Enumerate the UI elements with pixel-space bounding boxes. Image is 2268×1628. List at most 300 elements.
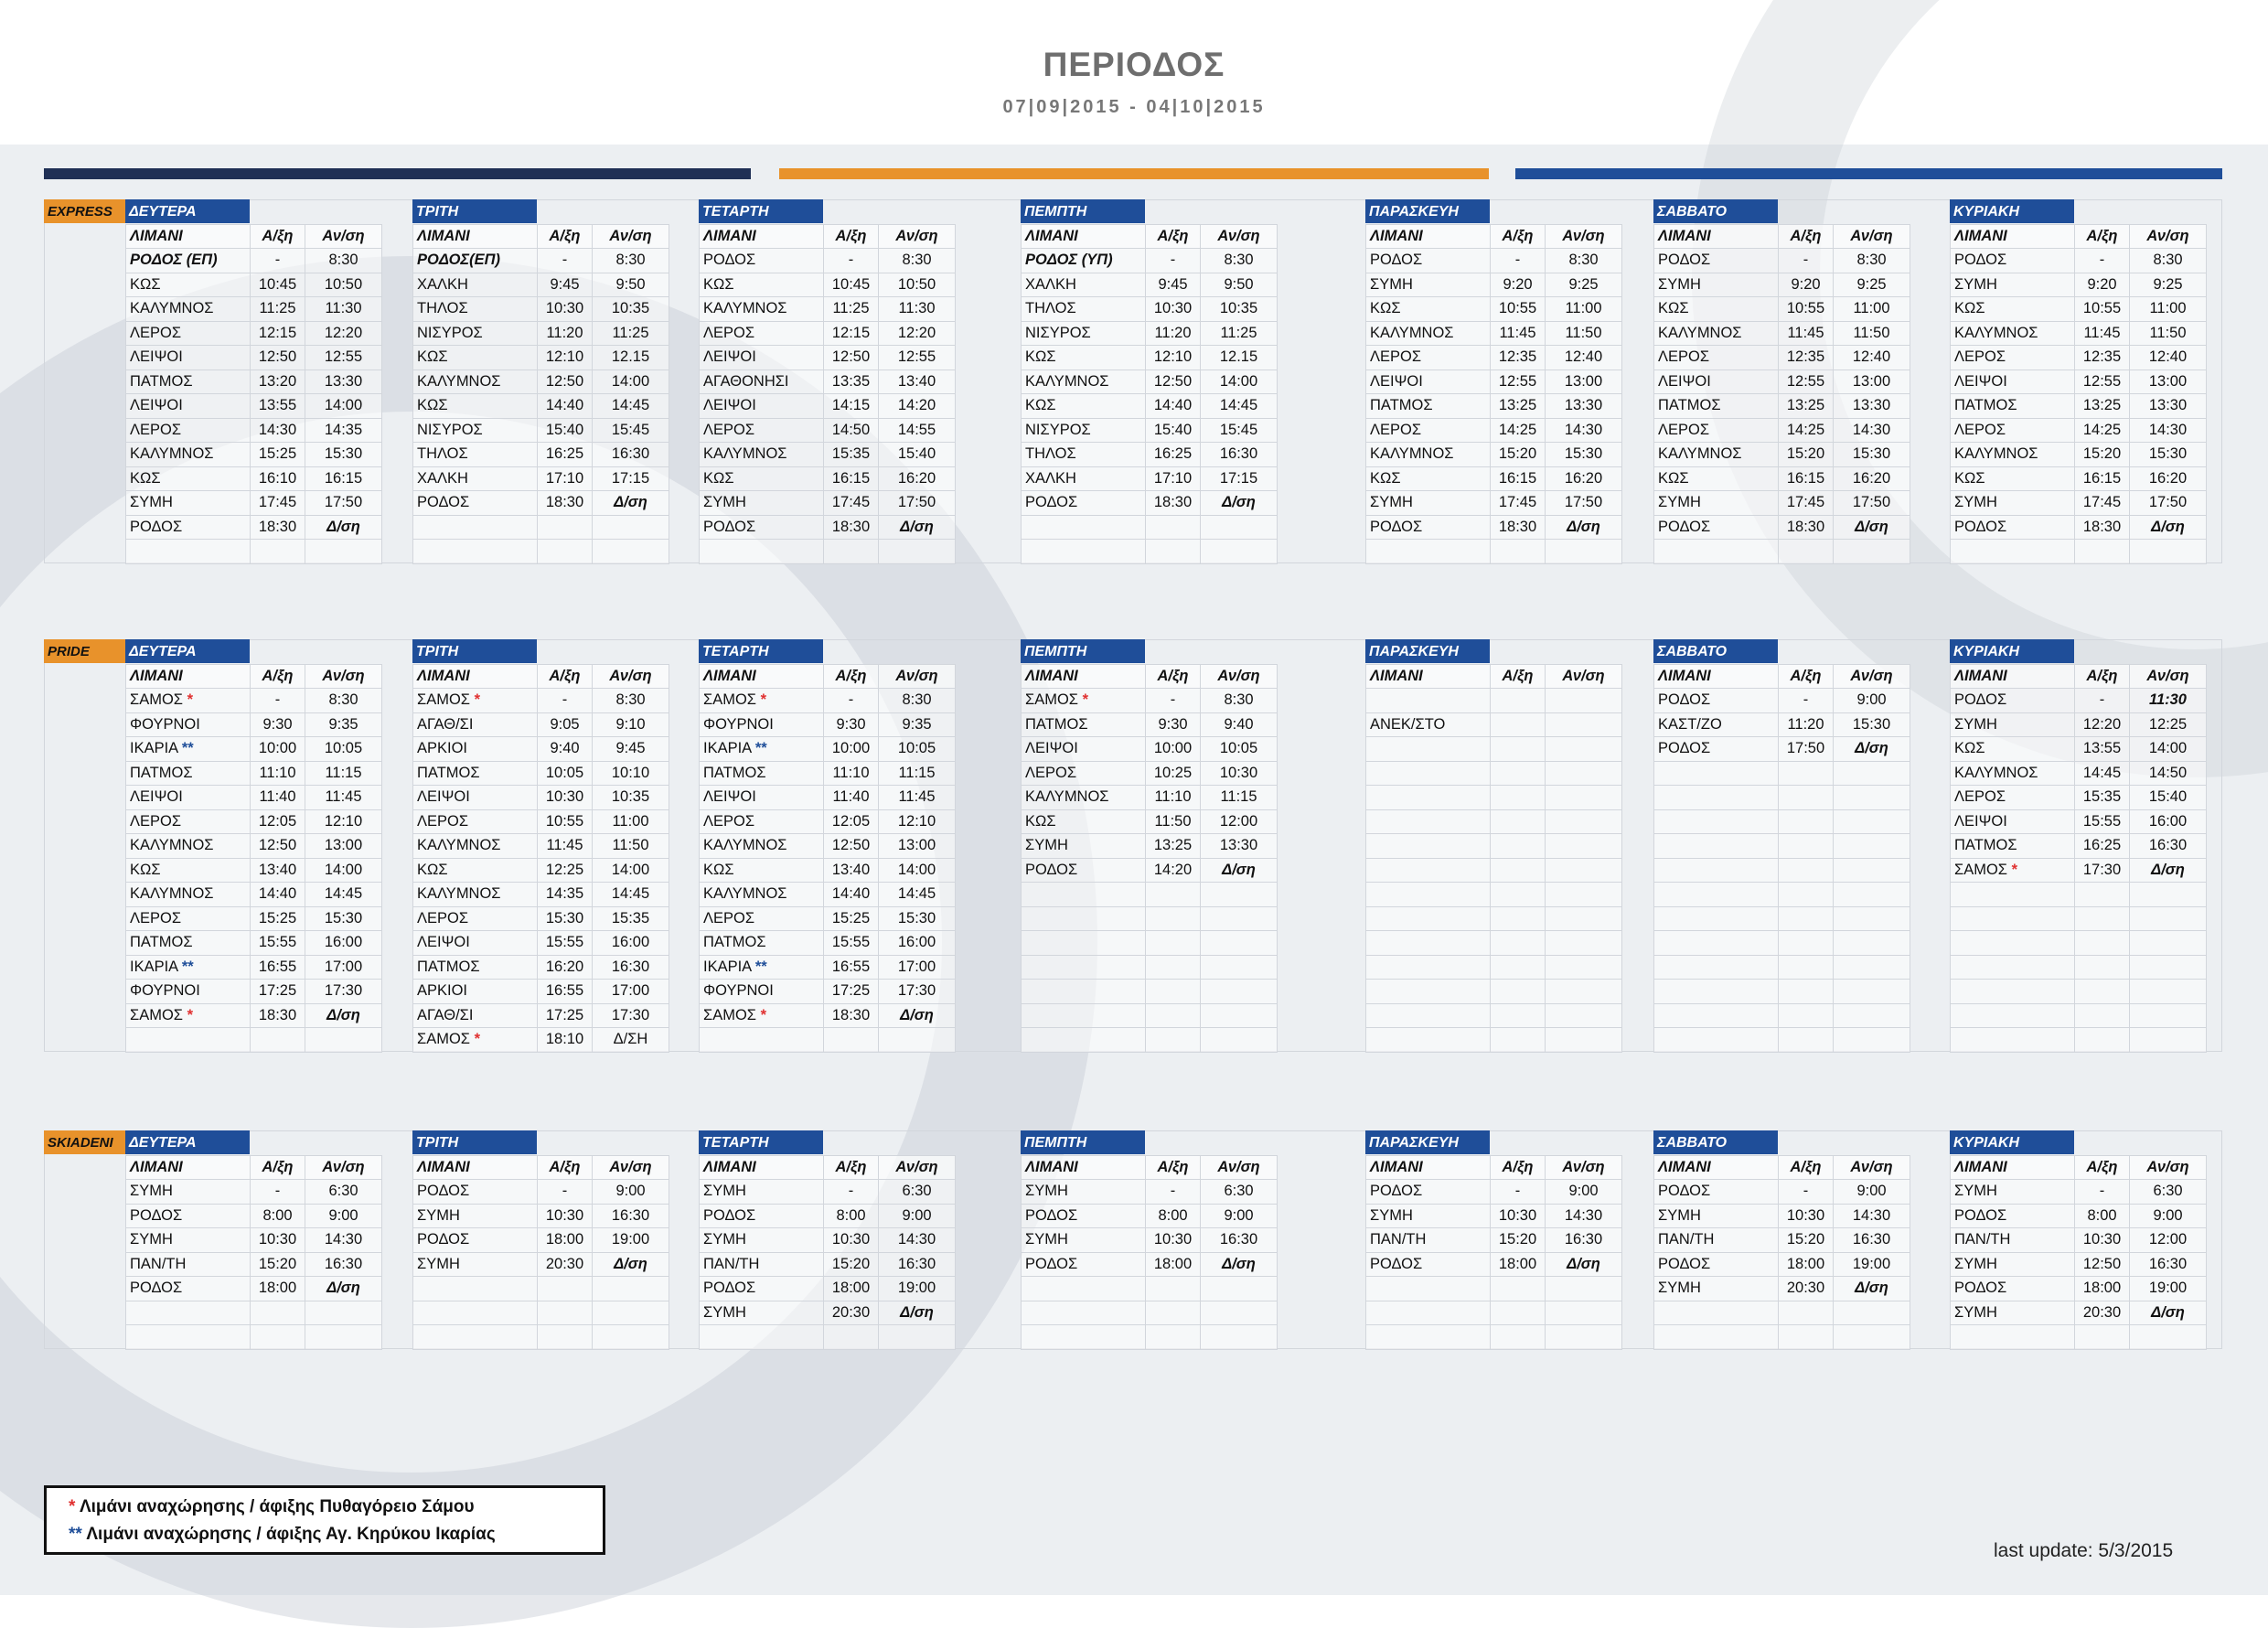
schedule-row: [1366, 370, 1622, 394]
arrival-cell: 8:00: [2075, 1204, 2130, 1228]
departure-column-header: Αν/ση: [879, 224, 956, 249]
arrival-cell: 10:00: [1146, 737, 1201, 762]
departure-cell: 11:50: [2130, 321, 2207, 346]
departure-cell: [2130, 1003, 2207, 1028]
departure-column-header: Αν/ση: [1546, 664, 1622, 689]
schedule-row: [1654, 1028, 1910, 1053]
departure-cell: 17:30: [593, 1003, 669, 1028]
departure-cell: [2130, 883, 2207, 907]
schedule-row: [413, 346, 669, 370]
arrival-cell: [1146, 980, 1201, 1004]
arrival-column-header: Α/ξη: [538, 664, 593, 689]
port-cell: ΚΑΛΥΜΝΟΣ: [700, 883, 824, 907]
schedule-row: [1951, 931, 2207, 956]
departure-cell: [2130, 1028, 2207, 1053]
port-cell: ΣΥΜΗ: [1366, 1204, 1491, 1228]
departure-cell: 14:30: [2130, 418, 2207, 443]
departure-cell: 16:20: [1546, 466, 1622, 491]
arrival-cell: [1779, 809, 1834, 834]
port-cell: [1654, 883, 1779, 907]
arrival-cell: [1491, 689, 1546, 713]
arrival-cell: [251, 1301, 305, 1325]
departure-cell: 16:30: [593, 1204, 669, 1228]
arrival-cell: 16:25: [1146, 443, 1201, 467]
departure-cell: [1546, 955, 1622, 980]
departure-cell: 16:30: [1834, 1228, 1910, 1253]
arrival-cell: 12:55: [1491, 370, 1546, 394]
schedule-row: [700, 1028, 956, 1053]
schedule-row: [1951, 466, 2207, 491]
port-column-header: ΛΙΜΑΝΙ: [1951, 224, 2075, 249]
departure-cell: 14:45: [1201, 394, 1278, 419]
departure-column-header: Αν/ση: [305, 1155, 382, 1180]
departure-cell: 15:30: [1546, 443, 1622, 467]
arrival-cell: 12:50: [824, 346, 879, 370]
schedule-row: [1022, 297, 1278, 322]
departure-cell: Δ/ΣΗ: [593, 1028, 669, 1053]
departure-cell: 11:50: [1546, 321, 1622, 346]
schedule-row: [1022, 515, 1278, 540]
departure-column-header: Αν/ση: [1201, 1155, 1278, 1180]
schedule-row: [1022, 540, 1278, 564]
port-name: ΣΑΜΟΣ: [130, 691, 187, 709]
arrival-cell: 17:45: [1779, 491, 1834, 516]
port-cell: ΛΕΡΟΣ: [1654, 346, 1779, 370]
port-cell: ΧΑΛΚΗ: [413, 273, 538, 297]
schedule-row: [126, 883, 382, 907]
schedule-row: [1366, 1325, 1622, 1350]
port-cell: [1951, 883, 2075, 907]
departure-column-header: Αν/ση: [1834, 664, 1910, 689]
port-cell: [1366, 761, 1491, 786]
arrival-cell: 14:50: [824, 418, 879, 443]
arrival-cell: 15:55: [2075, 809, 2130, 834]
schedule-row: [126, 540, 382, 564]
arrival-cell: -: [538, 1180, 593, 1205]
port-cell: ΦΟΥΡΝΟΙ: [700, 712, 824, 737]
port-cell: [1022, 980, 1146, 1004]
arrival-cell: 11:50: [1146, 809, 1201, 834]
departure-cell: 9:25: [2130, 273, 2207, 297]
arrival-cell: 13:25: [1491, 394, 1546, 419]
port-cell: ΡΟΔΟΣ: [1951, 515, 2075, 540]
port-cell: ΚΩΣ: [126, 466, 251, 491]
schedule-row: [1951, 1325, 2207, 1350]
arrival-cell: [1779, 955, 1834, 980]
schedule-row: [126, 418, 382, 443]
schedule-row: [1654, 955, 1910, 980]
schedule-row: [700, 858, 956, 883]
arrival-cell: [538, 1301, 593, 1325]
departure-cell: 13:00: [305, 834, 382, 859]
arrival-cell: -: [824, 689, 879, 713]
schedule-row: [413, 321, 669, 346]
departure-cell: 13:40: [879, 370, 956, 394]
arrival-cell: 14:25: [1491, 418, 1546, 443]
departure-cell: [1201, 1301, 1278, 1325]
arrival-column-header: Α/ξη: [2075, 1155, 2130, 1180]
arrival-cell: 10:30: [1491, 1204, 1546, 1228]
day-header: ΤΕΤΑΡΤΗ: [699, 199, 823, 223]
port-cell: [1366, 955, 1491, 980]
departure-cell: 14:45: [879, 883, 956, 907]
arrival-cell: 11:25: [251, 297, 305, 322]
port-cell: ΣΥΜΗ: [126, 1228, 251, 1253]
departure-cell: Δ/ση: [879, 515, 956, 540]
schedule-row: [1951, 1277, 2207, 1301]
port-cell: [1654, 834, 1779, 859]
schedule-row: [126, 321, 382, 346]
schedule-row: [126, 370, 382, 394]
departure-cell: 16:30: [1201, 1228, 1278, 1253]
departure-cell: 14:30: [1834, 1204, 1910, 1228]
schedule-row: [700, 883, 956, 907]
arrival-cell: [1779, 834, 1834, 859]
schedule-row: [126, 1277, 382, 1301]
schedule-row: [413, 689, 669, 713]
schedule-row: [700, 737, 956, 762]
arrival-cell: 11:10: [824, 761, 879, 786]
port-cell: ΚΩΣ: [700, 466, 824, 491]
departure-cell: [879, 1325, 956, 1350]
arrival-cell: 10:55: [1491, 297, 1546, 322]
departure-cell: 19:00: [2130, 1277, 2207, 1301]
departure-cell: 11:50: [1834, 321, 1910, 346]
departure-cell: 10:50: [879, 273, 956, 297]
departure-cell: 9:00: [593, 1180, 669, 1205]
schedule-row: [1366, 980, 1622, 1004]
schedule-row: [700, 346, 956, 370]
arrival-cell: 18:30: [1779, 515, 1834, 540]
port-cell: [126, 737, 251, 762]
departure-cell: [1834, 834, 1910, 859]
port-cell: ΚΩΣ: [1951, 466, 2075, 491]
port-cell: [1366, 1277, 1491, 1301]
arrival-cell: [251, 1325, 305, 1350]
arrival-cell: 8:00: [251, 1204, 305, 1228]
schedule-row: [1951, 955, 2207, 980]
schedule-row: [126, 761, 382, 786]
port-cell: ΚΑΛΥΜΝΟΣ: [413, 370, 538, 394]
departure-column-header: Αν/ση: [1201, 224, 1278, 249]
arrival-cell: 16:15: [2075, 466, 2130, 491]
port-cell: ΚΑΛΥΜΝΟΣ: [1366, 321, 1491, 346]
port-cell: ΚΑΛΥΜΝΟΣ: [700, 443, 824, 467]
schedule-row: [700, 1325, 956, 1350]
arrival-cell: [1491, 1003, 1546, 1028]
schedule-row: [1951, 1180, 2207, 1205]
departure-column-header: Αν/ση: [1201, 664, 1278, 689]
arrival-cell: 18:30: [824, 1003, 879, 1028]
arrival-cell: [2075, 1003, 2130, 1028]
arrival-cell: 12:35: [1779, 346, 1834, 370]
port-cell: ΠΑΤΜΟΣ: [700, 761, 824, 786]
departure-cell: 9:35: [879, 712, 956, 737]
port-cell: [1366, 931, 1491, 956]
schedule-row: [1654, 443, 1910, 467]
arrival-cell: [1491, 786, 1546, 810]
legend-text: Λιμάνι αναχώρησης / άφιξης Πυθαγόρειο Σάμου: [79, 1497, 475, 1516]
arrival-column-header: Α/ξη: [251, 664, 305, 689]
departure-cell: 6:30: [879, 1180, 956, 1205]
schedule-row: [700, 809, 956, 834]
departure-column-header: Αν/ση: [2130, 224, 2207, 249]
port-cell: [413, 1325, 538, 1350]
day-header: ΔΕΥΤΕΡΑ: [125, 1130, 250, 1154]
column-header-row: [126, 1155, 382, 1180]
port-cell: ΠΑΤΜΟΣ: [1366, 394, 1491, 419]
departure-cell: [1546, 1277, 1622, 1301]
port-cell: [1022, 1028, 1146, 1053]
arrival-cell: 10:30: [1779, 1204, 1834, 1228]
departure-cell: [1834, 786, 1910, 810]
departure-cell: 16:30: [593, 955, 669, 980]
arrival-cell: 17:25: [251, 980, 305, 1004]
port-cell: ΛΕΡΟΣ: [1366, 346, 1491, 370]
arrival-cell: [538, 1325, 593, 1350]
departure-cell: 9:00: [1546, 1180, 1622, 1205]
column-header-row: [1366, 224, 1622, 249]
departure-cell: 6:30: [2130, 1180, 2207, 1205]
arrival-cell: [538, 1277, 593, 1301]
arrival-column-header: Α/ξη: [824, 1155, 879, 1180]
arrival-cell: 10:25: [1146, 761, 1201, 786]
arrival-cell: 11:45: [1491, 321, 1546, 346]
schedule-row: [1366, 931, 1622, 956]
port-cell: ΚΑΛΥΜΝΟΣ: [700, 834, 824, 859]
schedule-row: [1654, 858, 1910, 883]
departure-cell: 14:55: [879, 418, 956, 443]
departure-cell: 9:25: [1834, 273, 1910, 297]
port-cell: [413, 689, 538, 713]
arrival-cell: 9:20: [1491, 273, 1546, 297]
port-cell: [1366, 883, 1491, 907]
schedule-row: [1022, 955, 1278, 980]
port-cell: ΠΑΝ/ΤΗ: [1366, 1228, 1491, 1253]
port-cell: [1366, 980, 1491, 1004]
departure-cell: [1546, 1301, 1622, 1325]
schedule-row: [126, 394, 382, 419]
schedule-row: [126, 737, 382, 762]
departure-cell: 9:00: [1834, 1180, 1910, 1205]
schedule-row: [1951, 249, 2207, 273]
arrival-cell: [1146, 540, 1201, 564]
arrival-cell: -: [824, 1180, 879, 1205]
schedule-row: [413, 466, 669, 491]
arrival-cell: -: [1491, 1180, 1546, 1205]
arrival-cell: 18:00: [1779, 1252, 1834, 1277]
departure-cell: 17:50: [305, 491, 382, 516]
departure-cell: 15:30: [305, 443, 382, 467]
schedule-row: [126, 443, 382, 467]
departure-cell: 17:30: [879, 980, 956, 1004]
day-schedule-table: [1021, 1155, 1278, 1350]
departure-column-header: Αν/ση: [593, 224, 669, 249]
schedule-row: [1366, 906, 1622, 931]
arrival-cell: [251, 540, 305, 564]
departure-cell: 16:00: [879, 931, 956, 956]
port-cell: ΚΩΣ: [1951, 297, 2075, 322]
arrival-cell: 8:00: [1146, 1204, 1201, 1228]
arrival-cell: 12:20: [2075, 712, 2130, 737]
port-cell: ΡΟΔΟΣ: [700, 515, 824, 540]
schedule-row: [1366, 1028, 1622, 1053]
port-cell: ΚΑΛΥΜΝΟΣ: [413, 883, 538, 907]
arrival-column-header: Α/ξη: [1491, 664, 1546, 689]
port-cell: ΚΑΛΥΜΝΟΣ: [126, 297, 251, 322]
departure-cell: 10:05: [879, 737, 956, 762]
departure-cell: 14:00: [593, 858, 669, 883]
red-star-icon: *: [69, 1497, 76, 1516]
schedule-block-pride: [44, 639, 2222, 1052]
arrival-cell: -: [1146, 1180, 1201, 1205]
port-cell: ΛΕΡΟΣ: [126, 418, 251, 443]
schedule-row: [126, 980, 382, 1004]
departure-cell: [1546, 1028, 1622, 1053]
arrival-cell: [1779, 906, 1834, 931]
arrival-cell: 14:25: [2075, 418, 2130, 443]
arrival-cell: 12:10: [1146, 346, 1201, 370]
port-cell: [413, 1301, 538, 1325]
departure-cell: 16:20: [1834, 466, 1910, 491]
departure-cell: 15:30: [1834, 443, 1910, 467]
port-cell: [126, 540, 251, 564]
arrival-cell: 14:20: [1146, 858, 1201, 883]
schedule-row: [1654, 1301, 1910, 1325]
port-cell: ΣΥΜΗ: [1654, 491, 1779, 516]
departure-cell: Δ/ση: [593, 1252, 669, 1277]
departure-column-header: Αν/ση: [1834, 1155, 1910, 1180]
arrival-cell: 17:30: [2075, 858, 2130, 883]
arrival-cell: -: [824, 249, 879, 273]
schedule-row: [1022, 321, 1278, 346]
arrival-cell: -: [251, 1180, 305, 1205]
divider-bar-navy: [44, 168, 751, 179]
departure-cell: [1546, 1325, 1622, 1350]
schedule-row: [1951, 712, 2207, 737]
port-cell: [1366, 906, 1491, 931]
schedule-row: [700, 955, 956, 980]
schedule-row: [413, 1325, 669, 1350]
arrival-cell: 15:55: [251, 931, 305, 956]
day-schedule-table: [1950, 1155, 2207, 1350]
arrival-cell: 10:45: [251, 273, 305, 297]
schedule-row: [1022, 737, 1278, 762]
arrival-cell: 8:00: [824, 1204, 879, 1228]
departure-cell: 9:40: [1201, 712, 1278, 737]
departure-cell: [1834, 1003, 1910, 1028]
schedule-row: [1654, 761, 1910, 786]
departure-cell: 12:40: [2130, 346, 2207, 370]
arrival-cell: 11:20: [538, 321, 593, 346]
schedule-row: [700, 1228, 956, 1253]
departure-cell: 14:00: [1201, 370, 1278, 394]
port-cell: ΚΩΣ: [1366, 297, 1491, 322]
arrival-cell: [1146, 1301, 1201, 1325]
arrival-cell: 16:25: [538, 443, 593, 467]
arrival-cell: 9:40: [538, 737, 593, 762]
arrival-cell: 9:30: [251, 712, 305, 737]
departure-cell: 17:50: [1546, 491, 1622, 516]
arrival-cell: 15:40: [538, 418, 593, 443]
port-cell: ΚΑΣΤ/ΖΟ: [1654, 712, 1779, 737]
schedule-row: [1654, 515, 1910, 540]
schedule-row: [1951, 834, 2207, 859]
port-cell: ΑΝΕΚ/ΣΤΟ: [1366, 712, 1491, 737]
port-name: ΙΚΑΡΙΑ: [703, 740, 755, 757]
port-column-header: ΛΙΜΑΝΙ: [126, 664, 251, 689]
day-schedule-table: [699, 224, 956, 564]
day-header: ΠΕΜΠΤΗ: [1021, 1130, 1145, 1154]
port-cell: [1951, 540, 2075, 564]
ship-name: EXPRESS: [44, 199, 125, 223]
schedule-row: [1366, 1180, 1622, 1205]
schedule-row: [126, 906, 382, 931]
period-dates: 07|09|2015 - 04|10|2015: [1002, 97, 1266, 117]
schedule-row: [1022, 1204, 1278, 1228]
departure-cell: [1201, 515, 1278, 540]
schedule-row: [1951, 1003, 2207, 1028]
departure-cell: 8:30: [305, 249, 382, 273]
day-schedule-table: [1365, 1155, 1622, 1350]
departure-cell: 9:00: [2130, 1204, 2207, 1228]
port-cell: [1654, 1301, 1779, 1325]
departure-column-header: Αν/ση: [1834, 224, 1910, 249]
arrival-cell: 16:15: [824, 466, 879, 491]
departure-cell: 11:25: [593, 321, 669, 346]
port-cell: ΛΕΡΟΣ: [700, 906, 824, 931]
departure-cell: Δ/ση: [1201, 1252, 1278, 1277]
schedule-row: [126, 931, 382, 956]
arrival-cell: -: [1146, 249, 1201, 273]
port-cell: ΦΟΥΡΝΟΙ: [700, 980, 824, 1004]
port-cell: [1654, 906, 1779, 931]
port-cell: [1022, 540, 1146, 564]
port-cell: ΛΕΡΟΣ: [126, 906, 251, 931]
schedule-row: [1654, 273, 1910, 297]
arrival-cell: [1146, 1028, 1201, 1053]
port-cell: [1951, 858, 2075, 883]
port-cell: ΣΥΜΗ: [1022, 1228, 1146, 1253]
arrival-cell: 12:50: [251, 346, 305, 370]
schedule-row: [126, 1003, 382, 1028]
schedule-row: [1654, 1252, 1910, 1277]
departure-cell: 12:10: [305, 809, 382, 834]
departure-cell: [1201, 883, 1278, 907]
departure-cell: 15:35: [593, 906, 669, 931]
port-cell: [1654, 858, 1779, 883]
departure-cell: 9:00: [1834, 689, 1910, 713]
port-cell: [413, 515, 538, 540]
departure-cell: [1546, 786, 1622, 810]
departure-cell: 8:30: [1546, 249, 1622, 273]
schedule-row: [126, 1204, 382, 1228]
arrival-column-header: Α/ξη: [1146, 224, 1201, 249]
port-name: ΙΚΑΡΙΑ: [703, 958, 755, 975]
arrival-cell: [1146, 906, 1201, 931]
arrival-cell: 13:20: [251, 370, 305, 394]
ikaria-marker-icon: **: [754, 958, 767, 975]
schedule-row: [1366, 346, 1622, 370]
port-column-header: ΛΙΜΑΝΙ: [1022, 664, 1146, 689]
schedule-row: [1022, 1325, 1278, 1350]
schedule-row: [1366, 786, 1622, 810]
departure-cell: 8:30: [1201, 689, 1278, 713]
departure-cell: 15:30: [305, 906, 382, 931]
port-cell: ΤΗΛΟΣ: [1022, 297, 1146, 322]
arrival-cell: 18:00: [1146, 1252, 1201, 1277]
schedule-row: [1654, 712, 1910, 737]
